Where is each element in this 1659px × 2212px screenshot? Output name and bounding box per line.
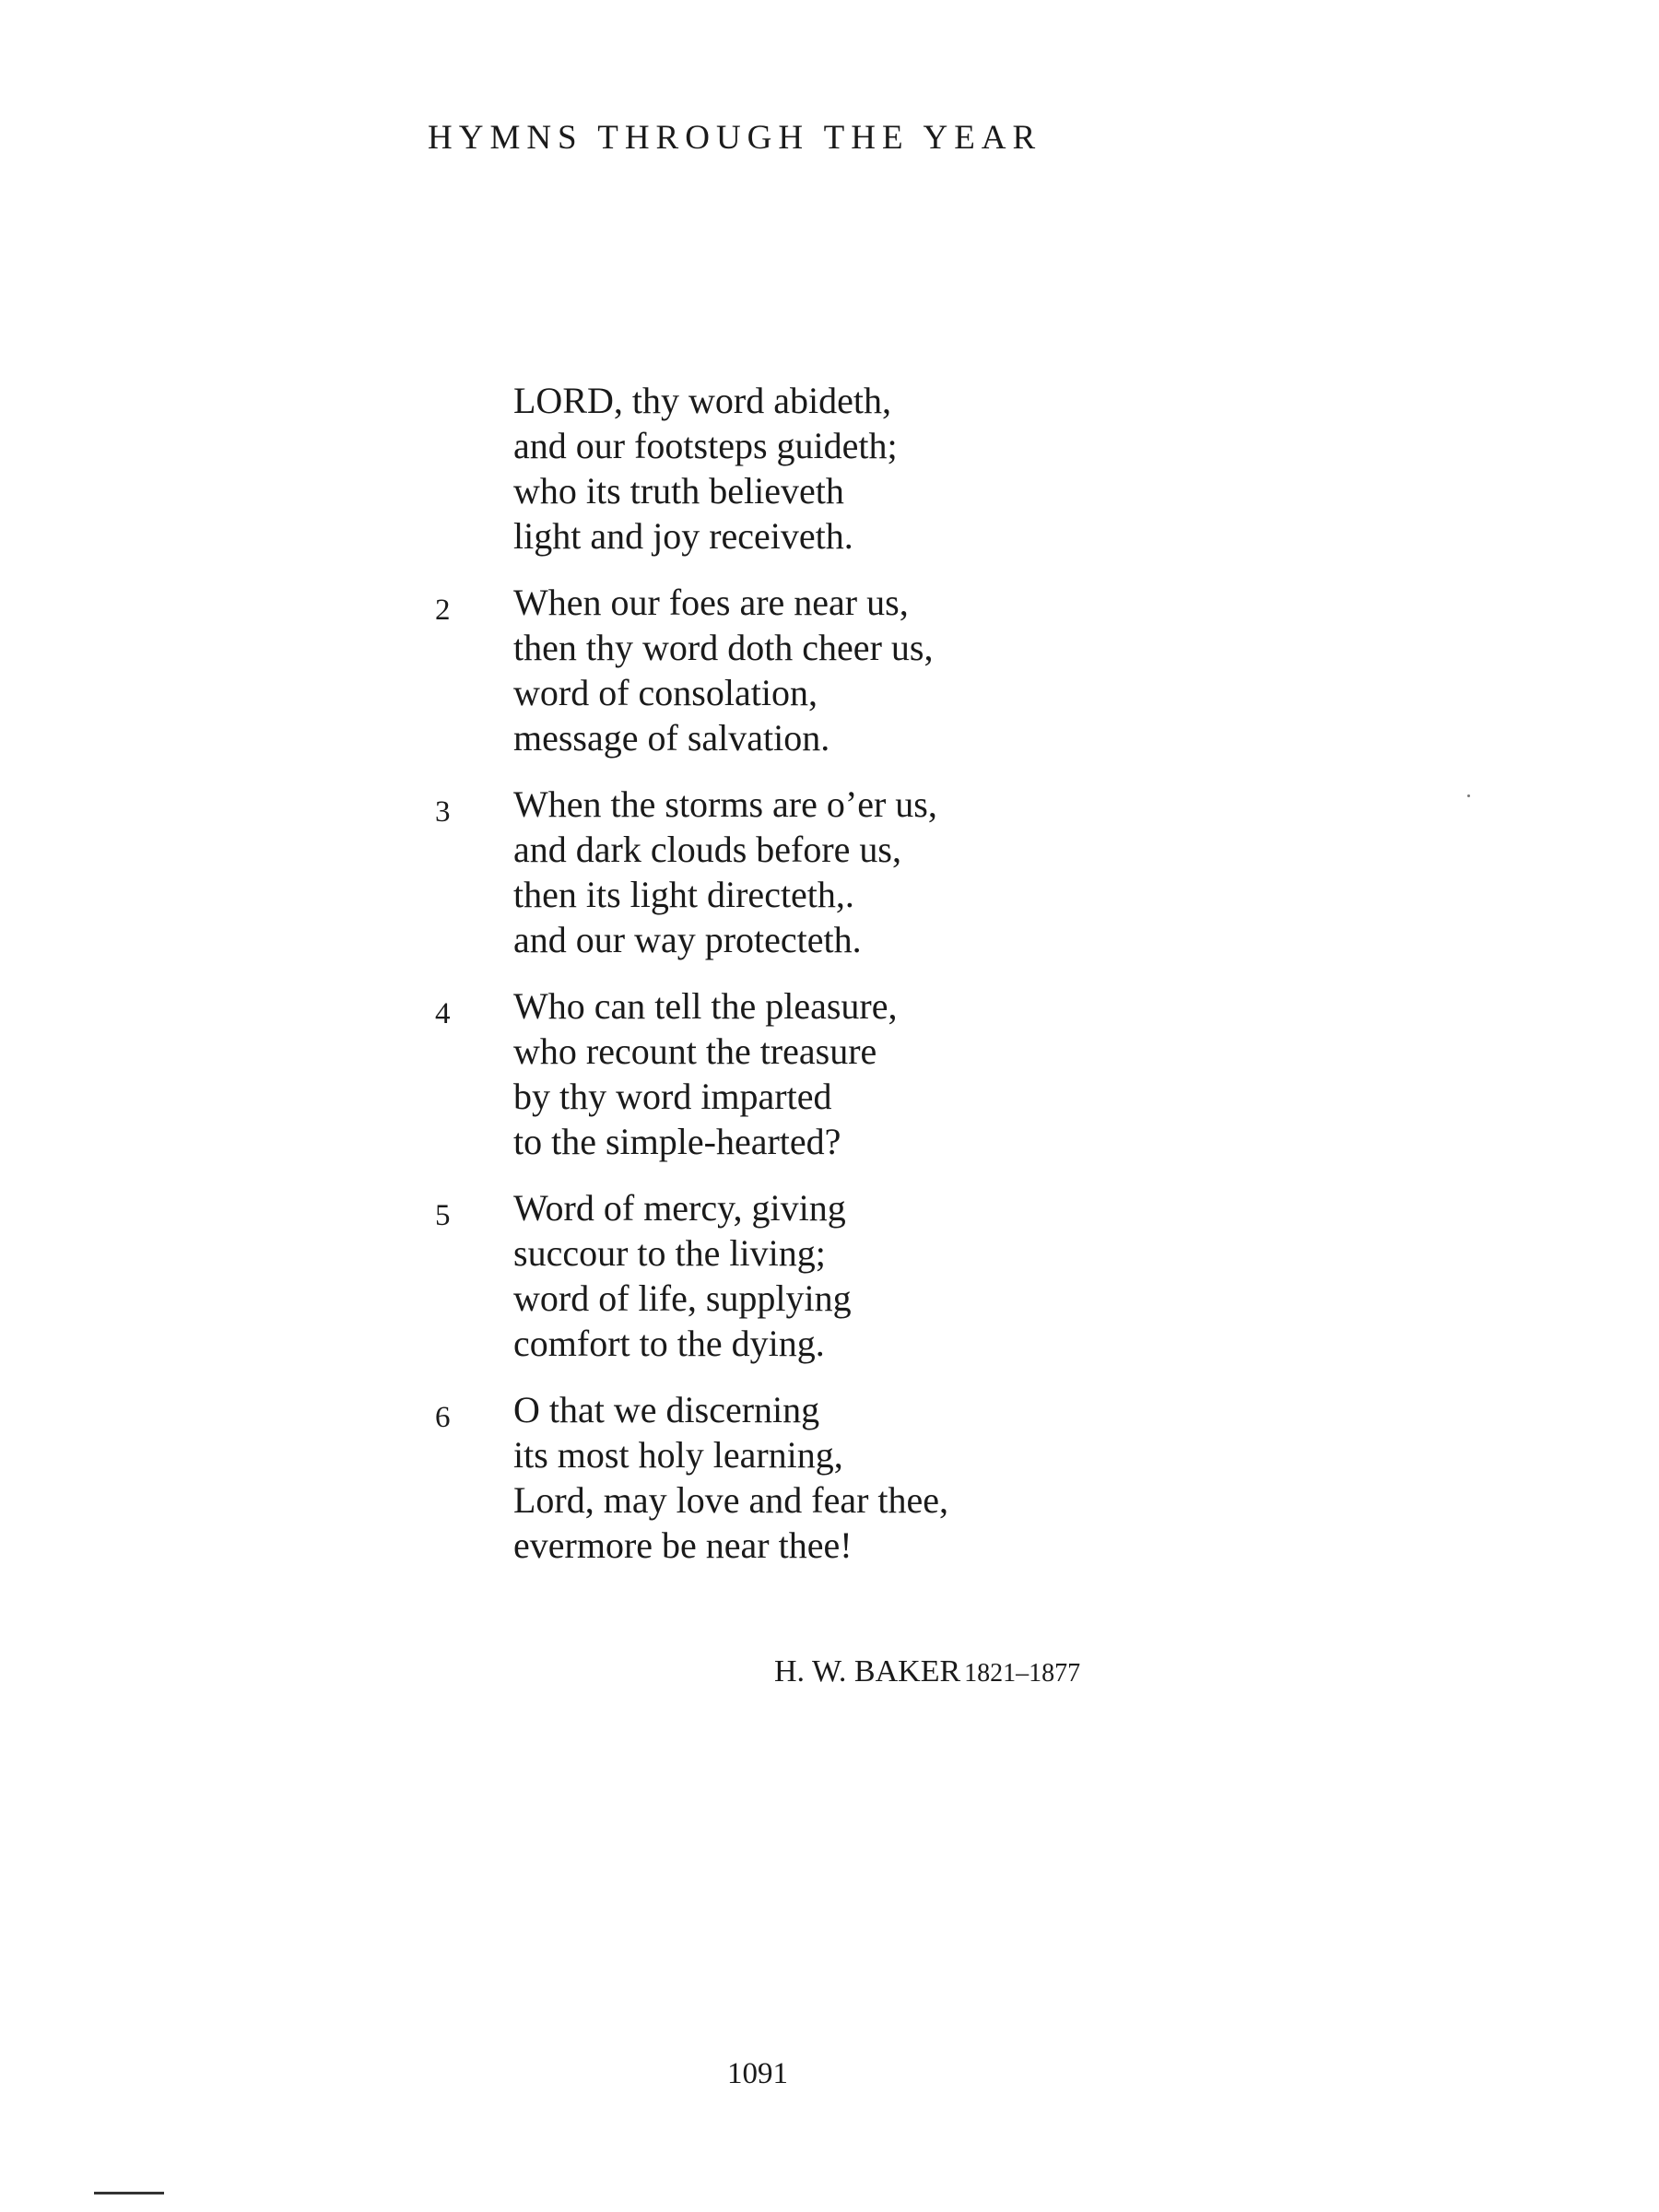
verse-line: and our way protecteth. [513, 919, 862, 960]
verse-lines [513, 580, 1172, 760]
verse-line: to the simple-hearted? [513, 1121, 841, 1162]
verse-number: 2 [435, 594, 451, 627]
verse-line: comfort to the dying. [513, 1323, 825, 1364]
verse-line: O that we discerning [513, 1389, 820, 1430]
verse-line: its most holy learning, [513, 1434, 843, 1476]
verse-line: Lord, may love and fear thee, [513, 1479, 949, 1521]
verse-line: and our footsteps guideth; [513, 425, 898, 466]
verse-line: who its truth believeth [513, 470, 844, 512]
verse-line: Who can tell the pleasure, [513, 985, 898, 1027]
verse-lines [513, 983, 1172, 1164]
page-number: 1091 [727, 2057, 788, 2090]
verse-line: light and joy receiveth. [513, 515, 853, 557]
verse-line: then thy word doth cheer us, [513, 627, 934, 668]
verse-lines [513, 1387, 1172, 1568]
author-dates: 1821–1877 [964, 1659, 1081, 1688]
verse [435, 1185, 1172, 1366]
verse-line: message of salvation. [513, 717, 830, 759]
verse-lines [513, 378, 1172, 559]
verse-lines [513, 782, 1172, 962]
verse-line: succour to the living; [513, 1232, 826, 1274]
verse-number: 3 [435, 795, 451, 829]
verse-line: who recount the treasure [513, 1030, 877, 1072]
verse-number: 6 [435, 1401, 451, 1434]
verse [435, 378, 1172, 559]
hymn-text [435, 378, 1172, 1589]
verse-line: When the storms are o’er us, [513, 783, 937, 825]
verse-number: 5 [435, 1199, 451, 1232]
stray-mark [1467, 794, 1470, 797]
verse [435, 983, 1172, 1164]
verse-line: LORD, thy word abideth, [513, 380, 891, 421]
attribution [774, 1654, 1080, 1689]
verse-line: word of consolation, [513, 672, 818, 713]
verse-line: and dark clouds before us, [513, 829, 901, 870]
verse [435, 1387, 1172, 1568]
verse-number: 4 [435, 997, 451, 1030]
verse-lines [513, 1185, 1172, 1366]
margin-rule [94, 2192, 164, 2194]
author-name: H. W. BAKER [774, 1654, 961, 1688]
verse-line: evermore be near thee! [513, 1524, 853, 1566]
verse [435, 580, 1172, 760]
verse [435, 782, 1172, 962]
verse-line: by thy word imparted [513, 1076, 832, 1117]
verse-line: When our foes are near us, [513, 582, 909, 623]
verse-line: then its light directeth,. [513, 874, 854, 915]
running-head: HYMNS THROUGH THE YEAR [428, 119, 1042, 157]
verse-line: word of life, supplying [513, 1277, 852, 1319]
verse-line: Word of mercy, giving [513, 1187, 846, 1229]
